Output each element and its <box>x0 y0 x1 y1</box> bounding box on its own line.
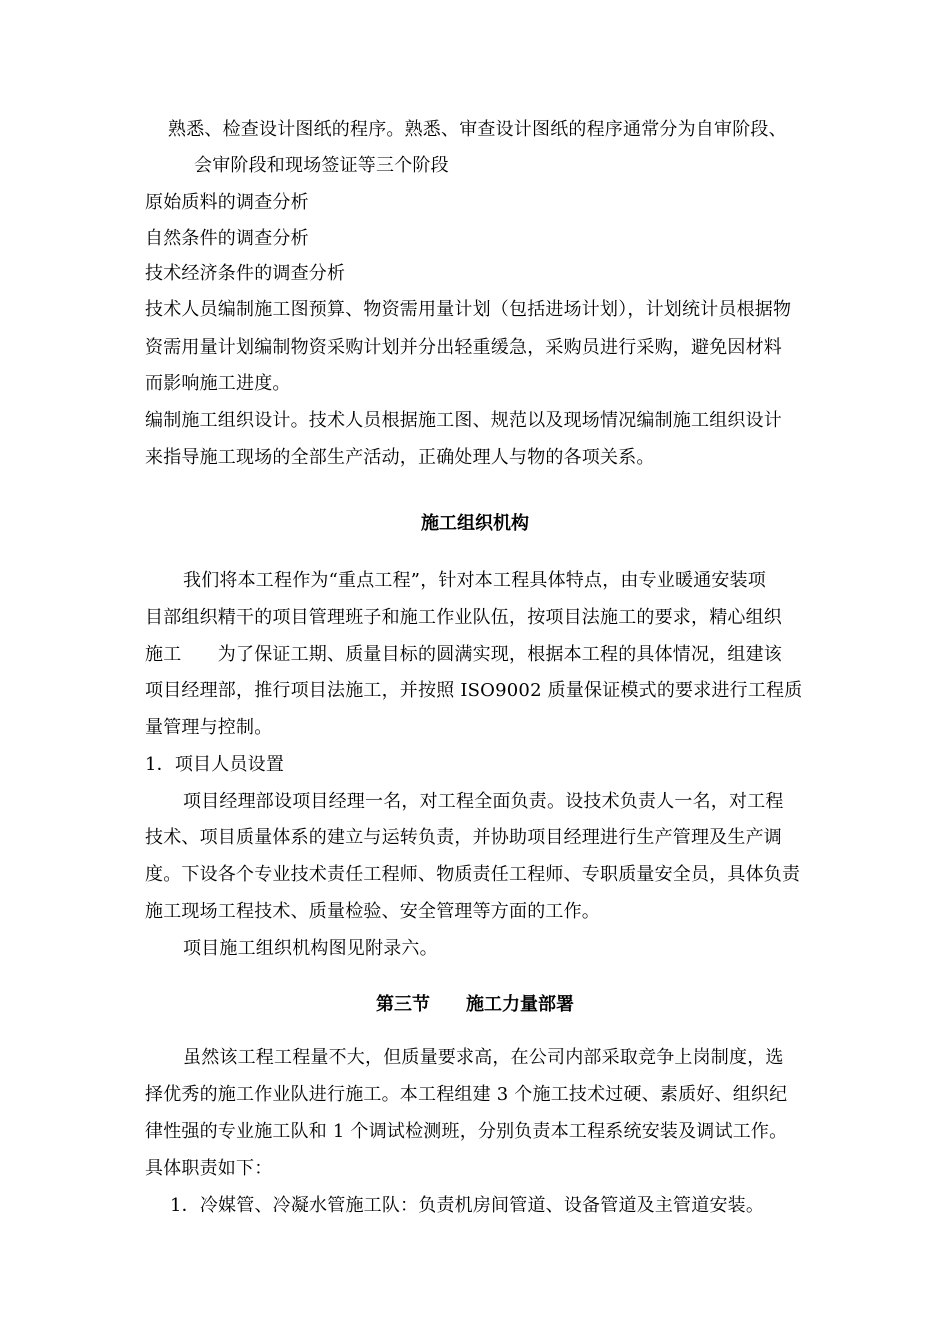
three-para-1-line-4: 具体职责如下： <box>145 1158 273 1179</box>
org-para-2-line-1: 项目经理部设项目经理一名，对工程全面负责。设技术负责人一名，对工程 <box>183 791 784 812</box>
intro-item-3: 自然条件的调查分析 <box>145 228 309 249</box>
intro-item-6-line-2: 来指导施工现场的全部生产活动，正确处理人与物的各项关系。 <box>145 447 655 468</box>
org-para-3: 项目施工组织机构图见附录六。 <box>183 938 438 959</box>
org-para-1-line-3: 施工 为了保证工期、质量目标的圆满实现，根据本工程的具体情况，组建该 <box>145 644 782 665</box>
org-para-1-line-2: 目部组织精干的项目管理班子和施工作业队伍，按项目法施工的要求，精心组织 <box>145 607 782 628</box>
org-para-1-line-4: 项目经理部，推行项目法施工，并按照 ISO9002 质量保证模式的要求进行工程质 <box>145 680 803 701</box>
three-para-1-line-2: 择优秀的施工作业队进行施工。本工程组建 3 个施工技术过硬、素质好、组织纪 <box>145 1084 788 1105</box>
intro-item-4: 技术经济条件的调查分析 <box>145 263 346 284</box>
section-title-three: 第三节 施工力量部署 <box>376 994 574 1015</box>
three-para-1-line-3: 律性强的专业施工队和 1 个调试检测班，分别负责本工程系统安装及调试工作。 <box>145 1121 788 1142</box>
intro-item-1-line-2: 会审阶段和现场签证等三个阶段 <box>194 155 449 176</box>
org-para-1-line-1: 我们将本工程作为“重点工程”，针对本工程具体特点，由专业暖通安装项 <box>183 570 767 591</box>
org-subheading: 1．项目人员设置 <box>145 754 285 775</box>
intro-item-5-line-3: 而影响施工进度。 <box>145 373 291 394</box>
three-list-item-1: 1．冷媒管、冷凝水管施工队：负责机房间管道、设备管道及主管道安装。 <box>170 1195 765 1216</box>
org-para-2-line-4: 施工现场工程技术、质量检验、安全管理等方面的工作。 <box>145 901 600 922</box>
org-para-1-line-5: 量管理与控制。 <box>145 717 273 738</box>
org-para-2-line-3: 度。下设各个专业技术责任工程师、物质责任工程师、专职质量安全员，具体负责 <box>145 864 801 885</box>
intro-item-5-line-1: 技术人员编制施工图预算、物资需用量计划（包括进场计划），计划统计员根据物 <box>145 299 792 320</box>
three-para-1-line-1: 虽然该工程工程量不大，但质量要求高，在公司内部采取竞争上岗制度，选 <box>183 1047 784 1068</box>
intro-item-2: 原始质料的调查分析 <box>145 192 309 213</box>
org-para-2-line-2: 技术、项目质量体系的建立与运转负责，并协助项目经理进行生产管理及生产调 <box>145 827 782 848</box>
intro-item-5-line-2: 资需用量计划编制物资采购计划并分出轻重缓急，采购员进行采购，避免因材料 <box>145 337 782 358</box>
intro-item-6-line-1: 编制施工组织设计。技术人员根据施工图、规范以及现场情况编制施工组织设计 <box>145 410 782 431</box>
intro-item-1-line-1: 熟悉、检查设计图纸的程序。熟悉、审查设计图纸的程序通常分为自审阶段、 <box>168 119 787 140</box>
section-title-org: 施工组织机构 <box>421 513 529 534</box>
